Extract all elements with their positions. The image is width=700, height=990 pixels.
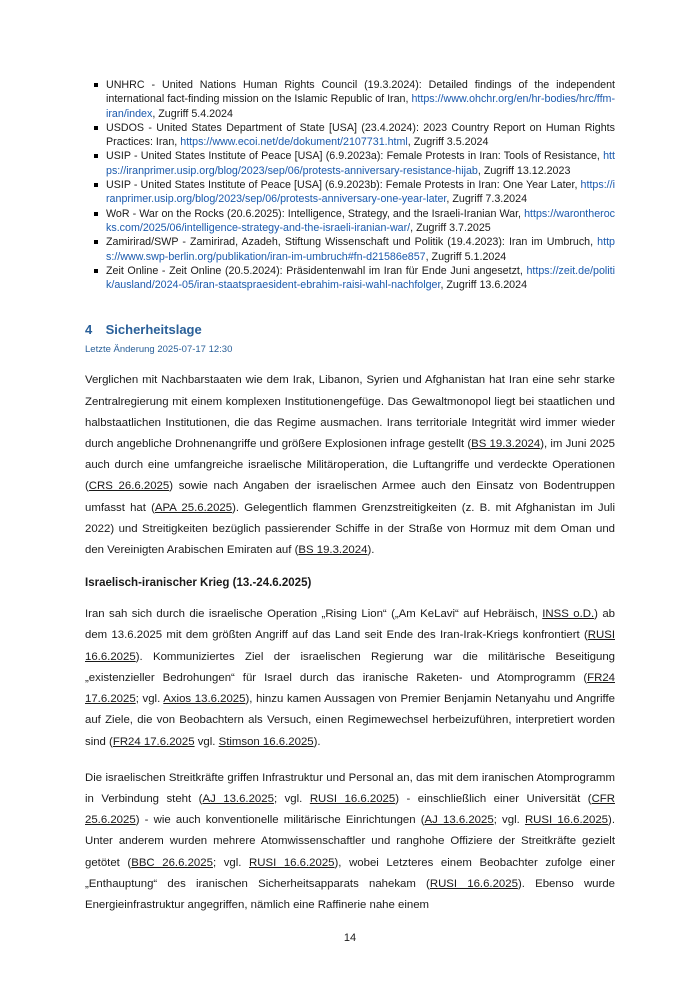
text-run: ; vgl. [135,693,164,706]
reference-text [106,150,615,176]
citation-link[interactable]: Axios 13.6.2025 [163,693,246,706]
citation-link[interactable]: BS 19.3.2024 [471,438,541,451]
citation-link[interactable]: FR24 17.6.2025 [112,735,195,748]
reference-item [85,149,615,178]
text-run: ) sowie nach Angaben der israelischen Armee auch den Einsatz von Bodentruppen umfasst hat ( [85,480,615,514]
bullet-square-icon [94,269,98,273]
hyperlink[interactable]: https://zeit.de/politik/ausland/2024-05/iran-staatspraesident-ebrahim-raisi-wahl-nachfolger [106,264,615,292]
text-run: ; vgl. [493,814,525,827]
text-run: , Zugriff 13.6.2024 [440,279,528,292]
text-run: USDOS - United States Department of State [USA] (23.4.2024): 2023 Country Report on Human Rights Practices: Iran, [106,121,615,149]
page-number: 14 [343,932,357,944]
text-run: ). [313,735,321,748]
hyperlink[interactable]: https://warontherocks.com/2025/06/intelligence-strategy-and-the-israeli-iranian-war/ [106,207,615,234]
reference-item [85,235,615,264]
section-title: Sicherheitslage [105,322,202,338]
text-run: , Zugriff 3.5.2024 [407,136,489,149]
citation-link[interactable]: RUSI 16.6.2025 [249,856,335,869]
subsection-heading-israel-iran-war: Israelisch-iranischer Krieg (13.-24.6.2025) [85,577,312,590]
section-heading [85,322,615,337]
citation-link[interactable]: RUSI 16.6.2025 [309,792,396,805]
citation-link[interactable]: RUSI 16.6.2025 [429,877,518,890]
text-run: Verglichen mit Nachbarstaaten wie dem Irak, Libanon, Syrien und Afghanistan hat Iran eine sehr starke Zentralregierung mit einem komplexen Institutionengefüge. Das Gewaltmonopol liegt bei staatlichen und halbstaatlichen Institutionen, die das Regime ausmachen. Irans territoriale Integrität wird immer wieder durch angebliche Drohnenangriffe und größere Explosionen infrage gestellt ( [85,374,615,451]
bullet-square-icon [94,240,98,244]
text-run: USIP - United States Institute of Peace [USA] (6.9.2023a): Female Protests in Iran: Tools of Resistance, [106,150,604,163]
bullet-square-icon [94,154,98,158]
text-run: ; vgl. [273,792,310,805]
text-run: , Zugriff 5.1.2024 [425,250,507,263]
hyperlink[interactable]: https://iranprimer.usip.org/blog/2023/sep/06/protests-anniversary-resistance-hijab [106,150,615,177]
text-run: ). Unter anderem wurden mehrere Atomwissenschaftler und ranghohe Offiziere der Streitkräfte gezielt getötet ( [85,814,615,869]
body-paragraph-rising-lion [85,604,615,752]
citation-link[interactable]: AJ 13.6.2025 [424,814,494,827]
citation-link[interactable]: FR24 17.6.2025 [85,671,615,706]
last-change-note: Letzte Änderung 2025-07-17 12:30 [85,344,233,356]
citation-link[interactable]: BBC 26.6.2025 [131,856,213,869]
text-run: Zeit Online - Zeit Online (20.5.2024): Präsidentenwahl im Iran für Ende Juni angesetzt, [106,264,527,277]
reference-item [85,78,615,121]
text-run: , Zugriff 3.7.2025 [410,221,491,234]
citation-link[interactable]: BS 19.3.2024 [298,544,368,557]
text-run: ). Gelegentlich flammen Grenzstreitigkeiten (z. B. mit Afghanistan im Juli 2022) und Streitigkeiten bezüglich passierender Schiffe in der Straße von Hormuz mit dem Oman und den Vereinigten Arabischen Emiraten auf ( [85,501,615,557]
body-paragraph-strikes [85,768,615,916]
text-run: ), hinzu kamen Aussagen von Premier Benjamin Netanyahu und Angriffe auf Ziele, die von Beobachtern als Versuch, einen Regimewechsel herbeizuführen, interpretiert worden sind ( [85,693,615,748]
citation-link[interactable]: AJ 13.6.2025 [202,792,274,805]
reference-text [106,122,615,148]
text-run: ) - einschließlich einer Universität ( [395,792,592,805]
reference-item [85,178,615,207]
text-run: , Zugriff 13.12.2023 [477,164,571,177]
text-run: ), im Juni 2025 auch durch eine umfangreiche israelische Militäroperation, die Luftangriffe und verdeckte Operationen ( [85,438,615,493]
text-run: Iran sah sich durch die israelische Operation „Rising Lion“ („Am KeLavi“ auf Hebräisch, [85,608,543,621]
reference-text [106,79,615,120]
citation-link[interactable]: CFR 25.6.2025 [85,792,615,827]
citation-link[interactable]: INSS o.D. [542,608,595,621]
text-run: Die israelischen Streitkräfte griffen Infrastruktur und Personal an, das mit dem iranischen Atomprogramm in Verbindung steht ( [85,771,615,805]
reference-text [106,208,615,234]
citation-link[interactable]: RUSI 16.6.2025 [524,814,609,827]
text-run: ). [367,544,375,557]
citation-link[interactable]: RUSI 16.6.2025 [85,629,615,663]
bullet-square-icon [94,183,98,187]
text-run: ). Kommuniziertes Ziel der israelischen Regierung war die militärische Beseitigung „existenzieller Bedrohungen“ für Israel durch das iranische Raketen- und Atomprogramm ( [85,650,615,684]
bullet-square-icon [94,83,98,87]
references-list [85,78,615,292]
body-paragraph-security [85,370,615,561]
citation-link[interactable]: Stimson 16.6.2025 [218,735,314,748]
hyperlink[interactable]: https://www.swp-berlin.org/publikation/iran-im-umbruch#fn-d21586e857 [106,236,615,263]
text-run: Zamirirad/SWP - Zamirirad, Azadeh, Stiftung Wissenschaft und Politik (19.4.2023): Iran im Umbruch, [106,236,598,249]
text-run: , Zugriff 7.3.2024 [446,193,528,206]
text-run: ; vgl. [212,856,250,869]
text-run: ), wobei Letzteres einem Beobachter zufolge einer „Enthauptung“ des iranischen Sicherheitsapparats nahekam ( [85,856,616,890]
text-run: ) ab dem 13.6.2025 mit dem größten Angriff auf das Land seit Ende des Iran-Irak-Kriegs konfrontiert ( [85,608,615,642]
text-run: UNHRC - United Nations Human Rights Council (19.3.2024): Detailed findings of the independent international fact-finding mission on the Islamic Republic of Iran, [106,79,615,106]
reference-item [85,121,615,150]
citation-link[interactable]: CRS 26.6.2025 [88,480,170,493]
page-content [85,78,615,916]
text-run: ) - wie auch konventionelle militärische Einrichtungen ( [135,814,425,827]
text-run: ). Ebenso wurde Energieinfrastruktur angegriffen, nämlich eine Raffinerie nahe einem [85,877,615,911]
bullet-square-icon [94,212,98,216]
text-run: , Zugriff 5.4.2024 [152,107,233,120]
bullet-square-icon [94,126,98,130]
reference-item [85,207,615,236]
reference-text [106,236,615,262]
hyperlink[interactable]: https://www.ohchr.org/en/hr-bodies/hrc/ffm-iran/index [106,93,615,120]
reference-item [85,264,615,293]
section-number: 4 [85,322,93,338]
text-run: WoR - War on the Rocks (20.6.2025): Intelligence, Strategy, and the Israeli-Iranian War, [106,207,525,220]
citation-link[interactable]: APA 25.6.2025 [154,501,233,514]
reference-text [106,179,615,205]
text-run: USIP - United States Institute of Peace [USA] (6.9.2023b): Female Protests in Iran: One Year Later, [106,179,581,192]
text-run: vgl. [194,735,219,748]
reference-text [106,265,615,291]
hyperlink[interactable]: https://iranprimer.usip.org/blog/2023/sep/06/protests-anniversary-one-year-later [106,179,615,206]
hyperlink[interactable]: https://www.ecoi.net/de/dokument/2107731.html [180,136,408,149]
